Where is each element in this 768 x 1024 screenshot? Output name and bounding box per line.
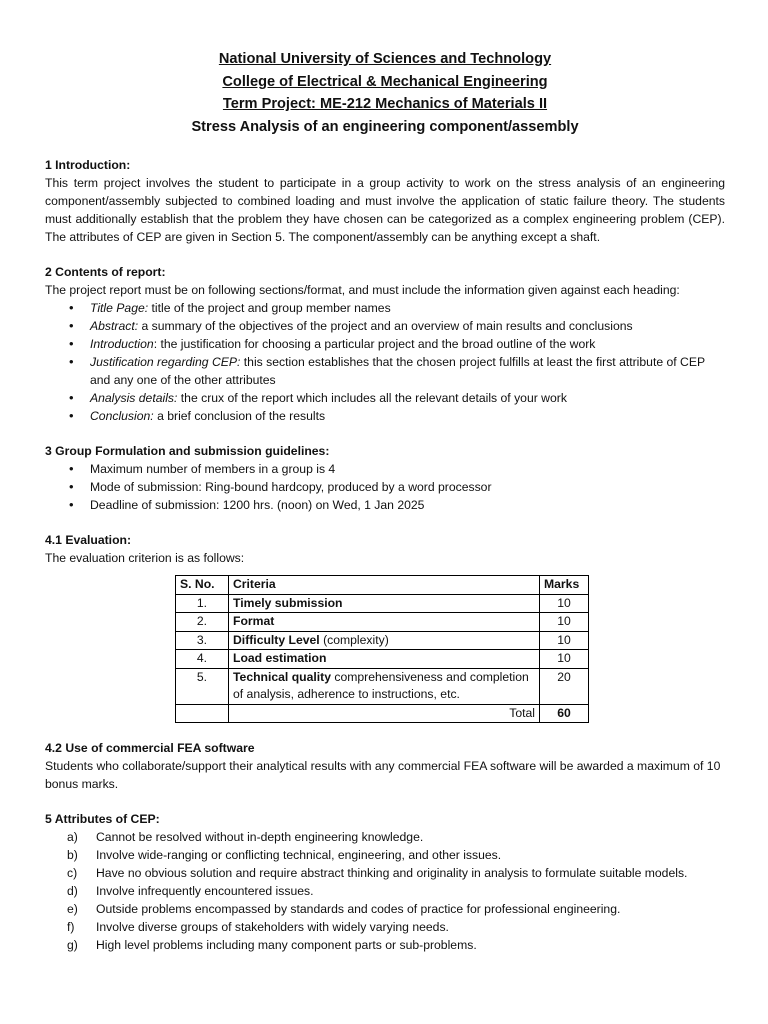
item-label: Analysis details: <box>90 391 178 405</box>
criteria-rest: comprehensiveness and completion of analysis, adherence to instructions, etc. <box>233 669 529 701</box>
item-marker: d) <box>67 884 78 898</box>
total-label: Total <box>229 704 540 723</box>
fea-text: Students who collaborate/support their analytical results with any commercial FEA software will be awarded a maximum of 10 bonus marks. <box>45 759 721 791</box>
criteria-bold: Load estimation <box>233 651 327 665</box>
item-label: Justification regarding CEP: <box>90 355 241 369</box>
contents-section <box>45 263 725 425</box>
cell-criteria <box>229 594 540 613</box>
list-item <box>90 335 725 353</box>
criteria-bold: Difficulty Level <box>233 632 320 647</box>
contents-heading: 2 Contents of report: <box>45 265 166 279</box>
list-item <box>67 918 725 936</box>
list-item <box>67 882 725 900</box>
header-marks: Marks <box>540 576 589 595</box>
criteria-bold: Timely submission <box>233 595 343 610</box>
item-text: a summary of the objectives of the project and an overview of main results and conclusions <box>138 319 633 333</box>
college-name: College of Electrical & Mechanical Engineering <box>222 73 548 90</box>
header-sno: S. No. <box>176 576 229 595</box>
table-row <box>176 613 589 632</box>
cell-sno: 4. <box>176 650 229 669</box>
document-page <box>45 48 725 954</box>
item-text: Involve wide-ranging or conflicting technical, engineering, and other issues. <box>96 848 502 862</box>
item-text: Involve infrequently encountered issues. <box>96 884 314 898</box>
cell-sno: 5. <box>176 668 229 704</box>
cell-marks: 10 <box>540 613 589 632</box>
criteria-bold: Technical quality <box>233 669 331 684</box>
item-text: title of the project and group member names <box>148 301 391 315</box>
table-row <box>176 594 589 613</box>
term-project-title: Term Project: ME-212 Mechanics of Materials II <box>222 96 548 112</box>
cell-sno: 3. <box>176 631 229 650</box>
evaluation-section <box>45 531 725 723</box>
criteria-rest: (complexity) <box>319 632 389 647</box>
list-item <box>67 828 725 846</box>
item-label: Conclusion: <box>90 409 154 423</box>
list-item <box>67 864 725 882</box>
item-text: Cannot be resolved without in-depth engineering knowledge. <box>96 830 424 844</box>
cell-criteria <box>229 613 540 632</box>
university-name: National University of Sciences and Technology <box>218 51 552 67</box>
cell-criteria <box>229 650 540 669</box>
cell-empty <box>176 704 229 723</box>
list-item <box>67 900 725 918</box>
cell-marks: 10 <box>540 650 589 669</box>
cell-marks: 10 <box>540 631 589 650</box>
item-text: this section establishes that the chosen project fulfills at least the first attribute of CEP and any one of the other attributes <box>90 355 705 387</box>
item-marker: e) <box>67 902 78 916</box>
item-text: Have no obvious solution and require abstract thinking and originality in analysis to formulate suitable models. <box>96 866 688 880</box>
evaluation-lead: The evaluation criterion is as follows: <box>45 551 245 565</box>
list-item <box>90 389 725 407</box>
list-item <box>90 317 725 335</box>
cell-sno: 2. <box>176 613 229 632</box>
table-header-row <box>176 576 589 595</box>
item-text: Outside problems encompassed by standards and codes of practice for professional engineering. <box>96 902 621 916</box>
evaluation-heading: 4.1 Evaluation: <box>45 533 132 547</box>
evaluation-table <box>175 575 589 723</box>
introduction-heading: 1 Introduction: <box>45 158 131 172</box>
attributes-heading: 5 Attributes of CEP: <box>45 812 160 826</box>
item-marker: a) <box>67 830 78 844</box>
cell-criteria <box>229 631 540 650</box>
list-item <box>90 353 725 389</box>
introduction-text: This term project involves the student to participate in a group activity to work on the stress analysis of an engineering component/assembly subjected to combined loading and must involve the application of static failure theory. The students must additionally establish that the problem they have chosen can be categorized as a complex engineering problem (CEP). The attributes of CEP are given in Section 5. The component/assembly can be anything except a shaft. <box>45 176 725 244</box>
item-text: the crux of the report which includes all the relevant details of your work <box>177 391 567 405</box>
table-row <box>176 668 589 704</box>
cell-criteria <box>229 668 540 704</box>
fea-section <box>45 739 725 793</box>
contents-list <box>45 299 725 425</box>
item-label: Title Page: <box>90 301 149 315</box>
header-criteria: Criteria <box>229 576 540 595</box>
list-item: • Mode of submission: Ring-bound hardcopy, produced by a word processor <box>90 478 725 496</box>
criteria-bold: Format <box>233 614 275 628</box>
item-text: : the justification for choosing a particular project and the broad outline of the work <box>153 337 596 351</box>
item-text: High level problems including many component parts or sub-problems. <box>96 938 477 952</box>
document-subtitle: Stress Analysis of an engineering component/assembly <box>191 118 579 135</box>
item-marker: g) <box>67 938 78 952</box>
table-row <box>176 631 589 650</box>
cell-sno: 1. <box>176 594 229 613</box>
fea-heading: 4.2 Use of commercial FEA software <box>45 741 255 755</box>
item-label: Introduction <box>90 337 154 351</box>
item-text: a brief conclusion of the results <box>153 409 326 423</box>
cell-marks: 10 <box>540 594 589 613</box>
list-item <box>67 846 725 864</box>
group-list <box>45 460 725 514</box>
list-item <box>67 936 725 954</box>
list-item: • Deadline of submission: 1200 hrs. (noon) on Wed, 1 Jan 2025 <box>90 496 725 514</box>
item-marker: b) <box>67 848 78 862</box>
list-item: • Maximum number of members in a group is 4 <box>90 460 725 478</box>
cell-marks: 20 <box>540 668 589 704</box>
total-value: 60 <box>540 704 589 723</box>
list-item <box>90 299 725 317</box>
item-marker: c) <box>67 866 78 880</box>
list-item <box>90 407 725 425</box>
group-section <box>45 442 725 514</box>
table-row <box>176 650 589 669</box>
item-text: Involve diverse groups of stakeholders with widely varying needs. <box>96 920 449 934</box>
contents-lead: The project report must be on following sections/format, and must include the information given against each heading: <box>45 283 680 297</box>
introduction-section <box>45 156 725 246</box>
item-marker: f) <box>67 920 75 934</box>
table-total-row <box>176 704 589 723</box>
attributes-section <box>45 810 725 954</box>
group-heading: 3 Group Formulation and submission guidelines: <box>45 444 330 458</box>
item-label: Abstract: <box>90 319 139 333</box>
attributes-list <box>45 828 725 954</box>
document-header <box>45 48 725 138</box>
